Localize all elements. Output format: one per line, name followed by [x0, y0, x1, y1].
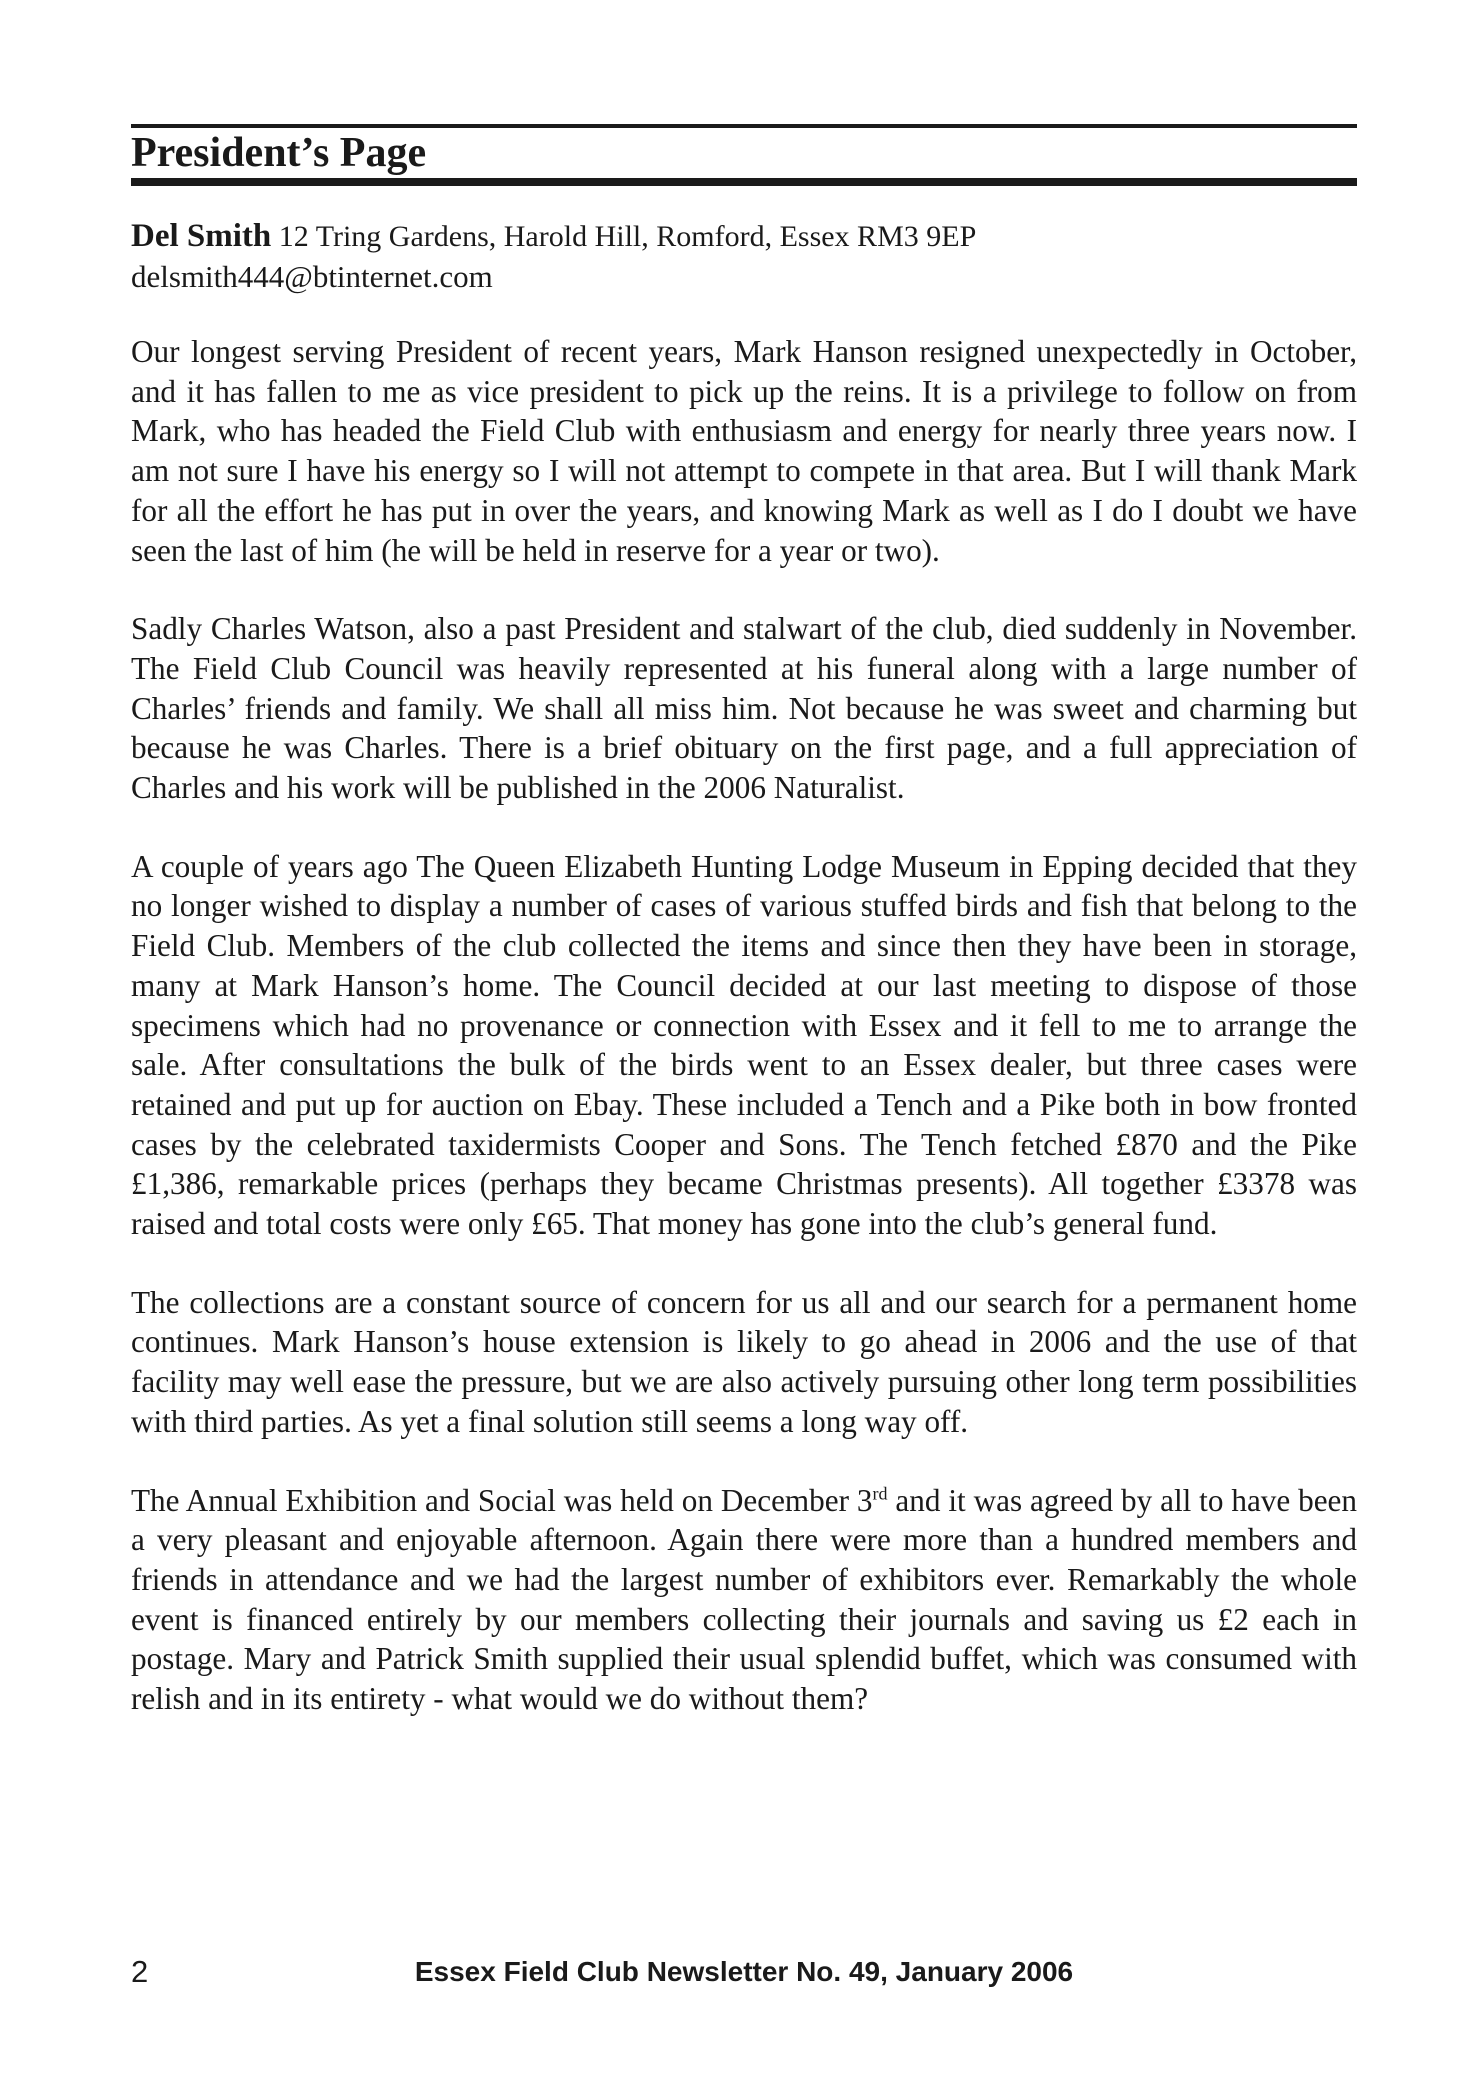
author-block — [131, 216, 1357, 297]
author-email: delsmith444@btinternet.com — [131, 259, 493, 294]
header-bottom-rule — [131, 178, 1357, 186]
exhibition-text-start: The Annual Exhibition and Social was held on December 3 — [131, 1482, 873, 1518]
paragraph-resignation: Our longest serving President of recent years, Mark Hanson resigned unexpectedly in October, and it has fallen to me as vice president to pick up the reins. It is a privilege to follow on from Mark, who has headed the Field Club with enthusiasm and energy for nearly three years now. I am not sure I have his energy so I will not attempt to compete in that area. But I will thank Mark for all the effort he has put in over the years, and knowing Mark as well as I do I doubt we have seen the last of him (he will be held in reserve for a year or two). — [131, 334, 1357, 568]
author-name: Del Smith — [131, 218, 272, 254]
paragraph-obituary: Sadly Charles Watson, also a past President and stalwart of the club, died suddenly in November. The Field Club Council was heavily represented at his funeral along with a large number of Charles’ friends and family. We shall all miss him. Not because he was sweet and charming but because he was Charles. There is a brief obituary on the first page, and a full appreciation of Charles and his work will be published in the 2006 Naturalist. — [131, 611, 1357, 806]
publication-footer: Essex Field Club Newsletter No. 49, January 2006 — [414, 1956, 1074, 1987]
paragraph-exhibition — [131, 1481, 1357, 1719]
paragraph-collection-sale: A couple of years ago The Queen Elizabeth Hunting Lodge Museum in Epping decided that they no longer wished to display a number of cases of various stuffed birds and fish that belong to the Field Club. Members of the club collected the items and since then they have been in storage, many at Mark Hanson’s home. The Council decided at our last meeting to dispose of those specimens which had no provenance or connection with Essex and it fell to me to arrange the sale. After consultations the bulk of the birds went to an Essex dealer, but three cases were retained and put up for auction on Ebay. These included a Tench and a Pike both in bow fronted cases by the celebrated taxidermists Cooper and Sons. The Tench fetched £870 and the Pike £1,386, remarkable prices (perhaps they became Christmas presents). All together £3378 was raised and total costs were only £65. That money has gone into the club’s general fund. — [131, 848, 1357, 1242]
paragraph-collections-home: The collections are a constant source of concern for us all and our search for a permanent home continues. Mark Hanson’s house extension is likely to go ahead in 2006 and the use of that facility may well ease the pressure, but we are also actively pursuing other long term possibilities with third parties. As yet a final solution still seems a long way off. — [131, 1284, 1357, 1439]
page-number: 2 — [131, 1954, 149, 1989]
newsletter-page — [131, 0, 1357, 2100]
exhibition-text-end: and it was agreed by all to have been a very pleasant and enjoyable afternoon. Again there were more than a hundred members and friends in attendance and we had the largest number of exhibitors ever. Remarkably the whole event is financed entirely by our members collecting their journals and saving us £2 each in postage. Mary and Patrick Smith supplied their usual splendid buffet, which was consumed with relish and in its entirety - what would we do without them? — [131, 1482, 1357, 1717]
page-title: President’s Page — [131, 130, 427, 176]
author-address: 12 Tring Gardens, Harold Hill, Romford, Essex RM3 9EP — [271, 220, 977, 253]
article-body — [131, 332, 1357, 1758]
ordinal-suffix: rd — [872, 1483, 888, 1504]
